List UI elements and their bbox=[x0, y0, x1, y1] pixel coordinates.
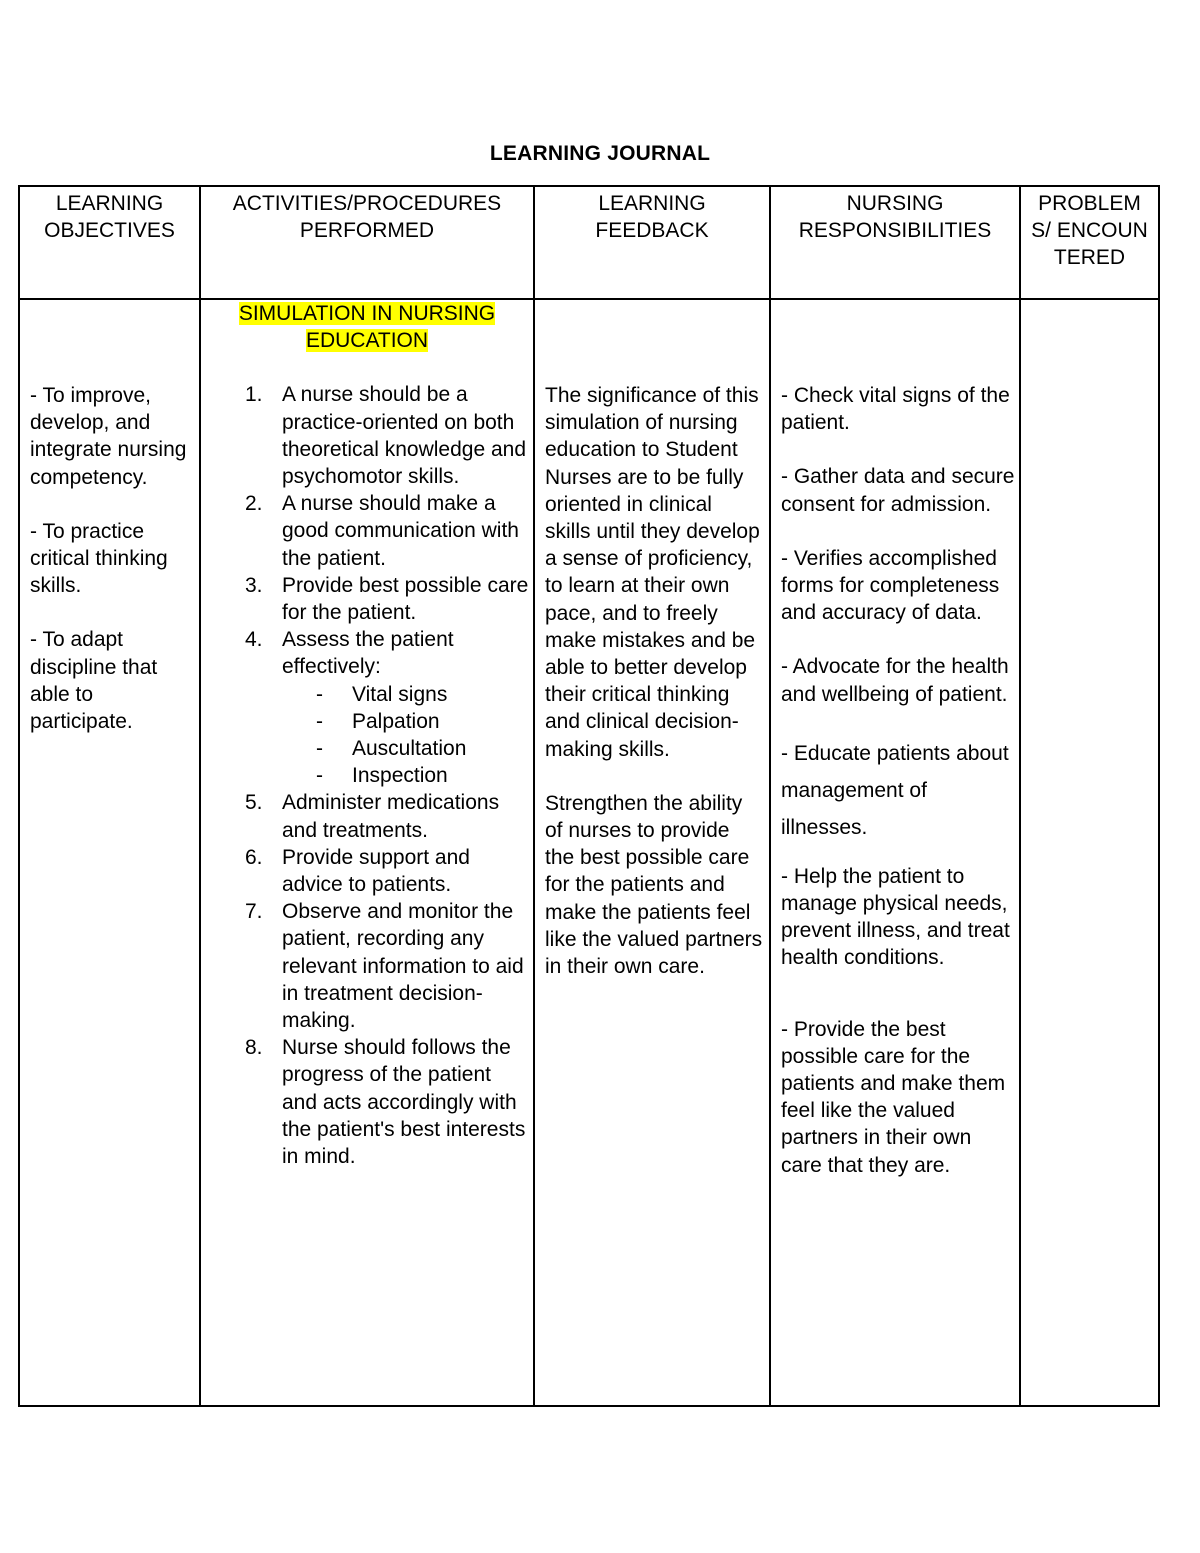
content-row bbox=[19, 299, 1159, 1406]
feedback-cell bbox=[534, 299, 770, 1406]
header-learning-feedback: LEARNING FEEDBACK bbox=[534, 186, 770, 299]
responsibility-item: - Advocate for the health and wellbeing of patient. bbox=[781, 655, 1009, 706]
assessment-subitem: - Inspection bbox=[316, 764, 448, 788]
assessment-subitem: - Vital signs bbox=[316, 682, 448, 706]
activity-item: 8. Nurse should follows the progress of the patient and acts accordingly with the patient's best interests in mind. bbox=[245, 1036, 526, 1169]
activities-cell bbox=[200, 299, 534, 1406]
highlighted-heading: SIMULATION IN NURSING EDUCATION bbox=[238, 302, 496, 353]
feedback-paragraph: The significance of this simulation of nursing education to Student Nurses are to be fully oriented in clinical skills until they develop a sense of proficiency, to learn at their own pace, and to freely make mistakes and be able to better develop their critical thinking and clinical decision-making skills. bbox=[545, 384, 760, 761]
responsibility-item: - Verifies accomplished forms for completeness and accuracy of data. bbox=[781, 546, 1000, 625]
activity-item: 7. Observe and monitor the patient, recording any relevant information to aid in treatment decision-making. bbox=[245, 900, 524, 1033]
header-row bbox=[19, 186, 1159, 299]
activities-list bbox=[205, 381, 529, 1170]
simulation-heading bbox=[205, 300, 529, 354]
objective-item: - To practice critical thinking skills. bbox=[30, 519, 168, 598]
header-learning-objectives: LEARNING OBJECTIVES bbox=[19, 186, 200, 299]
problems-cell bbox=[1020, 299, 1159, 1406]
activity-item: 6. Provide support and advice to patients. bbox=[245, 845, 470, 897]
responsibilities-cell bbox=[770, 299, 1020, 1406]
activity-item: 4. Assess the patient effectively: - Vital signs - Palpation - Auscultation - Inspection bbox=[205, 626, 529, 789]
responsibility-item: - Educate patients about management of illnesses. bbox=[781, 741, 1009, 839]
feedback-paragraph: Strengthen the ability of nurses to provide the best possible care for the patients and make the patients feel like the valued partners in their own care. bbox=[545, 791, 763, 979]
header-activities-procedures: ACTIVITIES/PROCEDURES PERFORMED bbox=[200, 186, 534, 299]
responsibility-item: - Gather data and secure consent for admission. bbox=[781, 465, 1015, 516]
responsibility-item: - Provide the best possible care for the patients and make them feel like the valued partners in their own care that they are. bbox=[781, 1017, 1006, 1177]
page-title: LEARNING JOURNAL bbox=[489, 142, 711, 165]
responsibility-item: - Check vital signs of the patient. bbox=[781, 384, 1010, 435]
objective-item: - To improve, develop, and integrate nursing competency. bbox=[30, 384, 187, 489]
responsibility-item: - Help the patient to manage physical needs, prevent illness, and treat health conditions. bbox=[781, 864, 1010, 970]
objectives-cell bbox=[19, 299, 200, 1406]
objective-item: - To adapt discipline that able to participate. bbox=[30, 628, 158, 734]
activity-item: 5. Administer medications and treatments. bbox=[245, 791, 500, 842]
activity-item: 2. A nurse should make a good communication with the patient. bbox=[245, 492, 519, 570]
activity-item: 3. Provide best possible care for the patient. bbox=[245, 573, 529, 625]
assessment-subitem: - Auscultation bbox=[316, 737, 467, 761]
header-nursing-responsibilities: NURSING RESPONSIBILITIES bbox=[770, 186, 1020, 299]
learning-journal-table bbox=[18, 185, 1160, 1407]
header-problems-encountered: PROBLEMS/ ENCOUNTERED bbox=[1020, 186, 1159, 299]
assessment-subitem: - Palpation bbox=[316, 709, 440, 733]
activity-item: 1. A nurse should be a practice-oriented on both theoretical knowledge and psychomotor skills. bbox=[245, 383, 527, 489]
assessment-sublist bbox=[282, 681, 529, 790]
